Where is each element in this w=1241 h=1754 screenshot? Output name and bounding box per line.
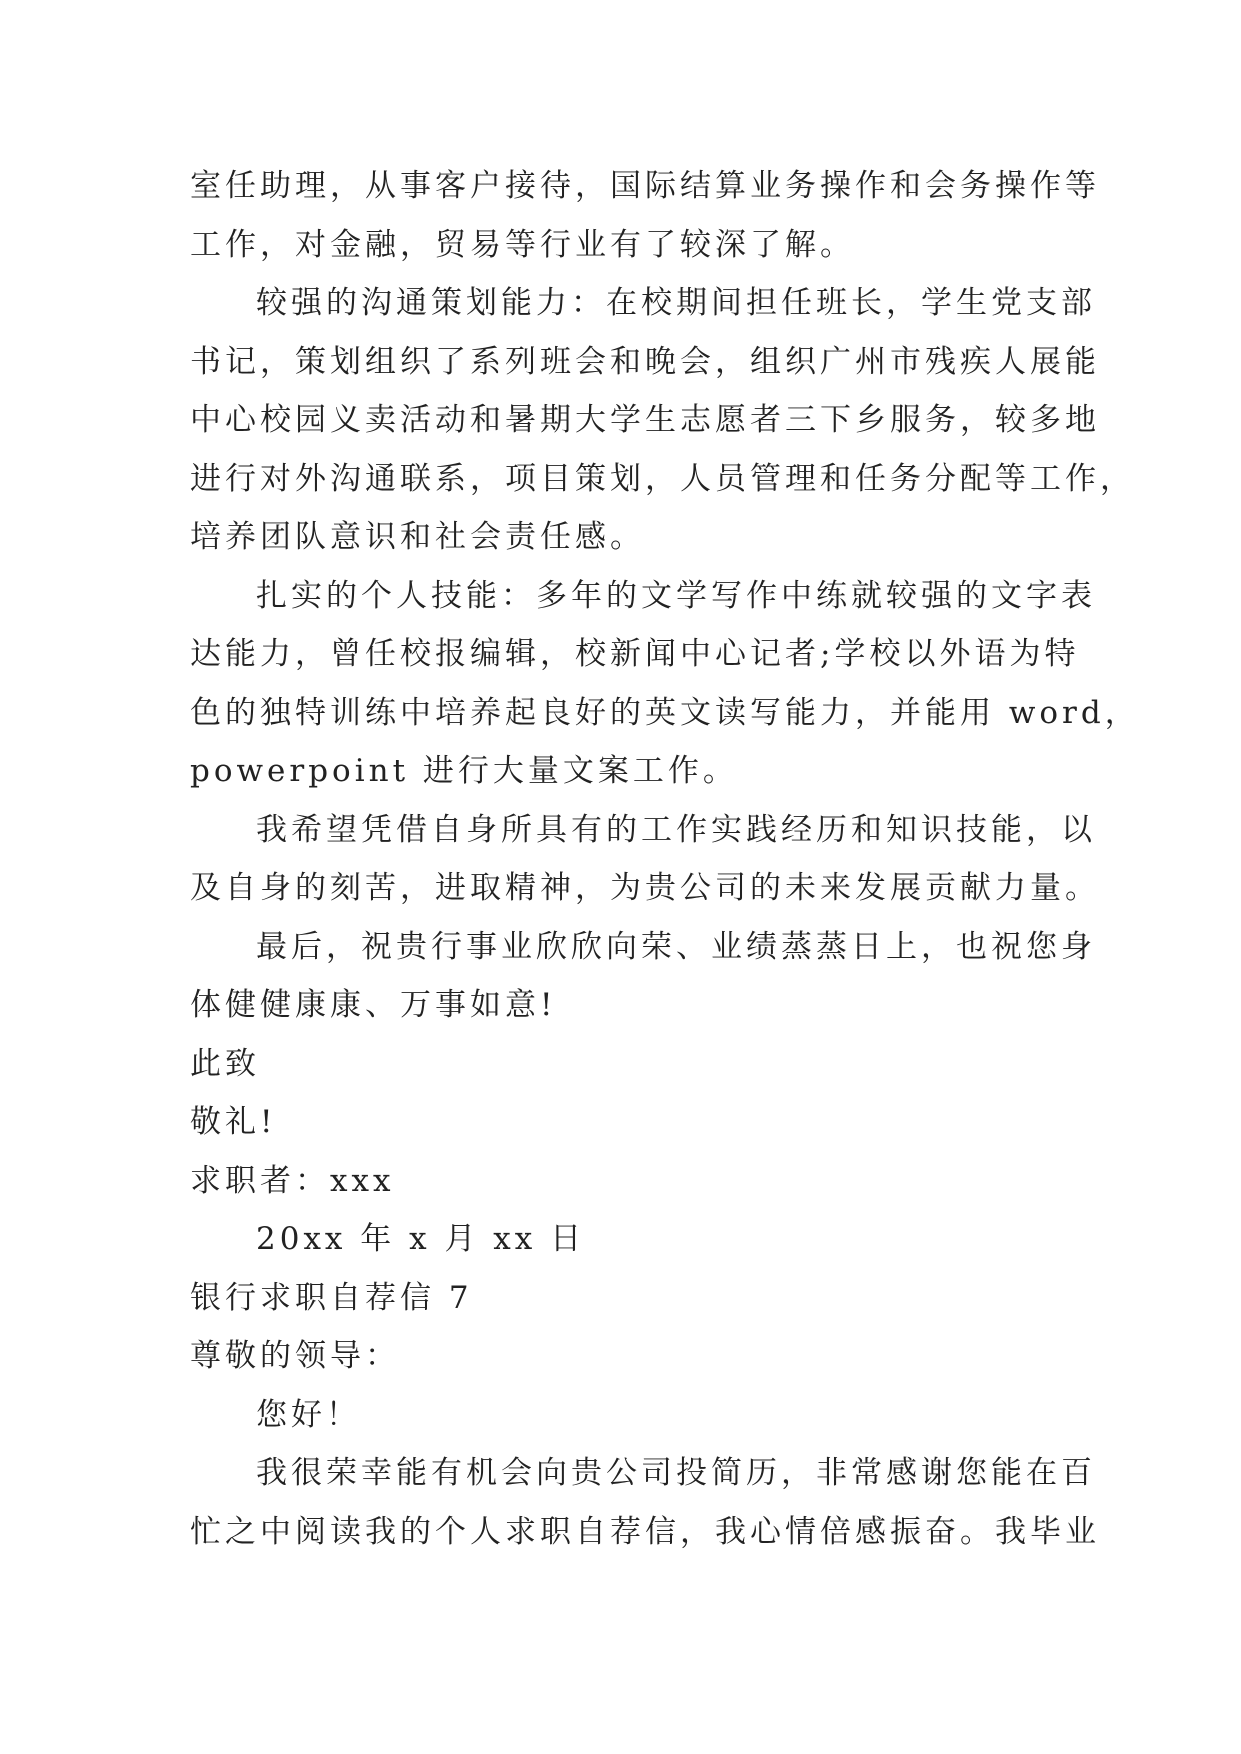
text-line: 室任助理，从事客户接待，国际结算业务操作和会务操作等	[190, 168, 1100, 204]
text-line: 敬礼!	[190, 1104, 277, 1140]
text-line: 及自身的刻苦，进取精神，为贵公司的未来发展贡献力量。	[190, 870, 1100, 906]
text-line: 我很荣幸能有机会向贵公司投简历，非常感谢您能在百	[256, 1455, 1096, 1491]
text-line: 求职者：xxx	[190, 1162, 395, 1199]
text-line: 培养团队意识和社会责任感。	[190, 519, 645, 555]
text-line: 达能力，曾任校报编辑，校新闻中心记者;学校以外语为特	[190, 636, 1080, 672]
text-line: 中心校园义卖活动和暑期大学生志愿者三下乡服务，较多地	[190, 402, 1100, 438]
text-line: 您好！	[256, 1396, 361, 1433]
text-line: 进行对外沟通联系，项目策划，人员管理和任务分配等工作，	[190, 460, 1135, 497]
text-line: 尊敬的领导：	[190, 1338, 400, 1374]
text-line: 此致	[190, 1045, 260, 1082]
text-line: 银行求职自荐信 7	[190, 1279, 473, 1316]
text-line: 我希望凭借自身所具有的工作实践经历和知识技能，以	[256, 811, 1096, 848]
text-line: powerpoint 进行大量文案工作。	[190, 753, 738, 789]
document-body	[190, 157, 1140, 1561]
text-line: 工作，对金融，贸易等行业有了较深了解。	[190, 226, 855, 263]
text-line: 书记，策划组织了系列班会和晚会，组织广州市残疾人展能	[190, 343, 1100, 380]
text-line: 较强的沟通策划能力：在校期间担任班长，学生党支部	[256, 285, 1096, 321]
text-line: 色的独特训练中培养起良好的英文读写能力，并能用 word，	[190, 694, 1140, 731]
text-line: 扎实的个人技能：多年的文学写作中练就较强的文字表	[256, 577, 1096, 614]
text-line: 20xx 年 x 月 xx 日	[256, 1221, 586, 1257]
text-line: 体健健康康、万事如意!	[190, 987, 557, 1023]
text-line: 最后，祝贵行事业欣欣向荣、业绩蒸蒸日上，也祝您身	[256, 928, 1096, 965]
text-line: 忙之中阅读我的个人求职自荐信，我心情倍感振奋。我毕业	[190, 1513, 1100, 1550]
